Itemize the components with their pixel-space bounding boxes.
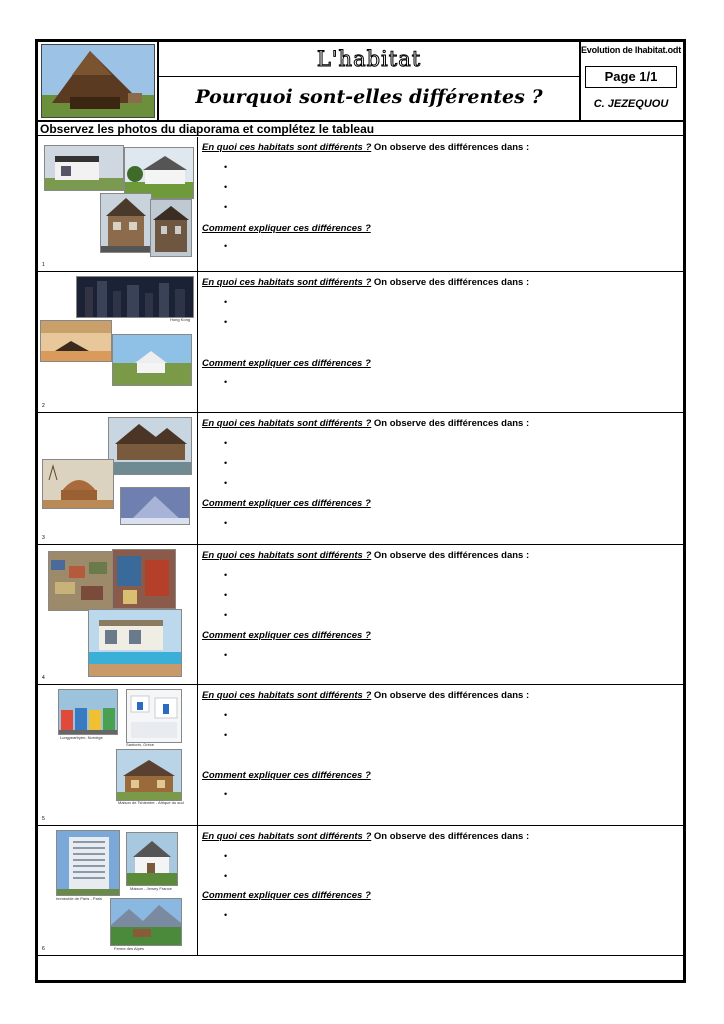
photo-city-skyline — [76, 276, 194, 318]
question-differences: En quoi ces habitats sont différents ? On observe des différences dans : — [202, 550, 530, 561]
header-title-block — [157, 42, 581, 120]
row-answers — [199, 137, 683, 271]
table-row — [38, 413, 683, 545]
photo-nordic-houses — [58, 689, 118, 735]
question-explanation: Comment expliquer ces différences ? — [202, 223, 371, 234]
photo-caption: Maison de Tshiembe - Afrique du sud — [118, 800, 184, 805]
instruction: Observez les photos du diaporama et complétez le tableau — [38, 122, 683, 136]
header-house-photo — [41, 44, 155, 118]
question-differences: En quoi ces habitats sont différents ? On observe des différences dans : — [202, 831, 530, 842]
answer-bullet: • — [224, 458, 228, 468]
question-explanation: Comment expliquer ces différences ? — [202, 890, 371, 901]
photo-colorful-houses — [112, 549, 176, 609]
question-explanation: Comment expliquer ces différences ? — [202, 498, 371, 509]
answer-bullet: • — [224, 297, 228, 307]
photo-yurt — [112, 334, 192, 386]
page-title: L'habitat — [159, 42, 579, 77]
photo-modern-house — [44, 145, 124, 191]
photo-caption: Hong Kong — [170, 317, 191, 322]
header-info-block — [579, 42, 683, 120]
answer-bullet: • — [224, 317, 228, 327]
table-row — [38, 545, 683, 685]
answer-bullet: • — [224, 730, 228, 740]
row-answers — [199, 826, 683, 955]
photo-alpine-farm — [110, 898, 182, 946]
answer-bullet: • — [224, 851, 228, 861]
photo-african-house — [116, 749, 182, 801]
question-explanation: Comment expliquer ces différences ? — [202, 630, 371, 641]
answer-bullet: • — [224, 241, 228, 251]
photo-caption: Longyearbyen, Norvège — [60, 735, 103, 740]
table-row — [38, 272, 683, 413]
row-number: 4 — [42, 675, 45, 681]
photo-greek-houses — [126, 689, 182, 743]
answer-bullet: • — [224, 478, 228, 488]
photo-caption: Immeuble de Paris - Paris — [56, 896, 103, 901]
table-row — [38, 137, 683, 272]
question-explanation: Comment expliquer ces différences ? — [202, 770, 371, 781]
photo-old-house — [150, 199, 192, 257]
row-number: 6 — [42, 946, 45, 952]
row-photos — [38, 137, 198, 271]
photo-igloo — [120, 487, 190, 525]
answer-bullet: • — [224, 570, 228, 580]
photo-apartment-block — [56, 830, 120, 896]
answer-bullet: • — [224, 162, 228, 172]
row-answers — [199, 545, 683, 684]
question-differences: En quoi ces habitats sont différents ? On observe des différences dans : — [202, 142, 530, 153]
file-name: Evolution de lhabitat.odt — [581, 45, 681, 55]
worksheet — [35, 39, 686, 983]
answer-bullet: • — [224, 518, 228, 528]
photo-desert-tent — [40, 320, 112, 362]
author-name: C. JEZEQUOU — [593, 98, 669, 110]
answer-bullet: • — [224, 182, 228, 192]
table-row — [38, 685, 683, 826]
page-number: Page 1/1 — [585, 66, 677, 88]
photo-caption: Santorin, Grèce — [126, 742, 155, 747]
photo-mud-hut — [42, 459, 114, 509]
answer-bullet: • — [224, 610, 228, 620]
row-answers — [199, 413, 683, 544]
answer-bullet: • — [224, 650, 228, 660]
row-number: 3 — [42, 535, 45, 541]
answer-bullet: • — [224, 590, 228, 600]
row-photos — [38, 826, 198, 955]
photo-stilt-house — [108, 417, 192, 475]
row-answers — [199, 685, 683, 825]
answer-bullet: • — [224, 710, 228, 720]
photo-caption: Ferme des Alpes — [114, 946, 145, 951]
row-photos — [38, 413, 198, 544]
row-photos — [38, 545, 198, 684]
question-differences: En quoi ces habitats sont différents ? On observe des différences dans : — [202, 277, 530, 288]
photo-slum — [48, 551, 114, 611]
row-number: 2 — [42, 403, 45, 409]
row-answers — [199, 272, 683, 412]
question-explanation: Comment expliquer ces différences ? — [202, 358, 371, 369]
photo-breton-house — [124, 147, 194, 199]
answer-bullet: • — [224, 789, 228, 799]
question-differences: En quoi ces habitats sont différents ? On observe des différences dans : — [202, 690, 530, 701]
answer-bullet: • — [224, 910, 228, 920]
photo-caption: Maison - Jersey France — [130, 886, 172, 891]
answer-bullet: • — [224, 202, 228, 212]
row-number: 5 — [42, 816, 45, 822]
row-photos — [38, 685, 198, 825]
photo-family-house — [126, 832, 178, 886]
table-row — [38, 826, 683, 956]
answer-bullet: • — [224, 438, 228, 448]
question-differences: En quoi ces habitats sont différents ? On observe des différences dans : — [202, 418, 530, 429]
page-subtitle: Pourquoi sont-elles différentes ? — [195, 86, 543, 108]
row-number: 1 — [42, 262, 45, 268]
photo-villa-pool — [88, 609, 182, 677]
header — [38, 42, 683, 122]
row-photos — [38, 272, 198, 412]
answer-bullet: • — [224, 377, 228, 387]
answer-bullet: • — [224, 871, 228, 881]
photo-timber-house — [100, 193, 152, 253]
